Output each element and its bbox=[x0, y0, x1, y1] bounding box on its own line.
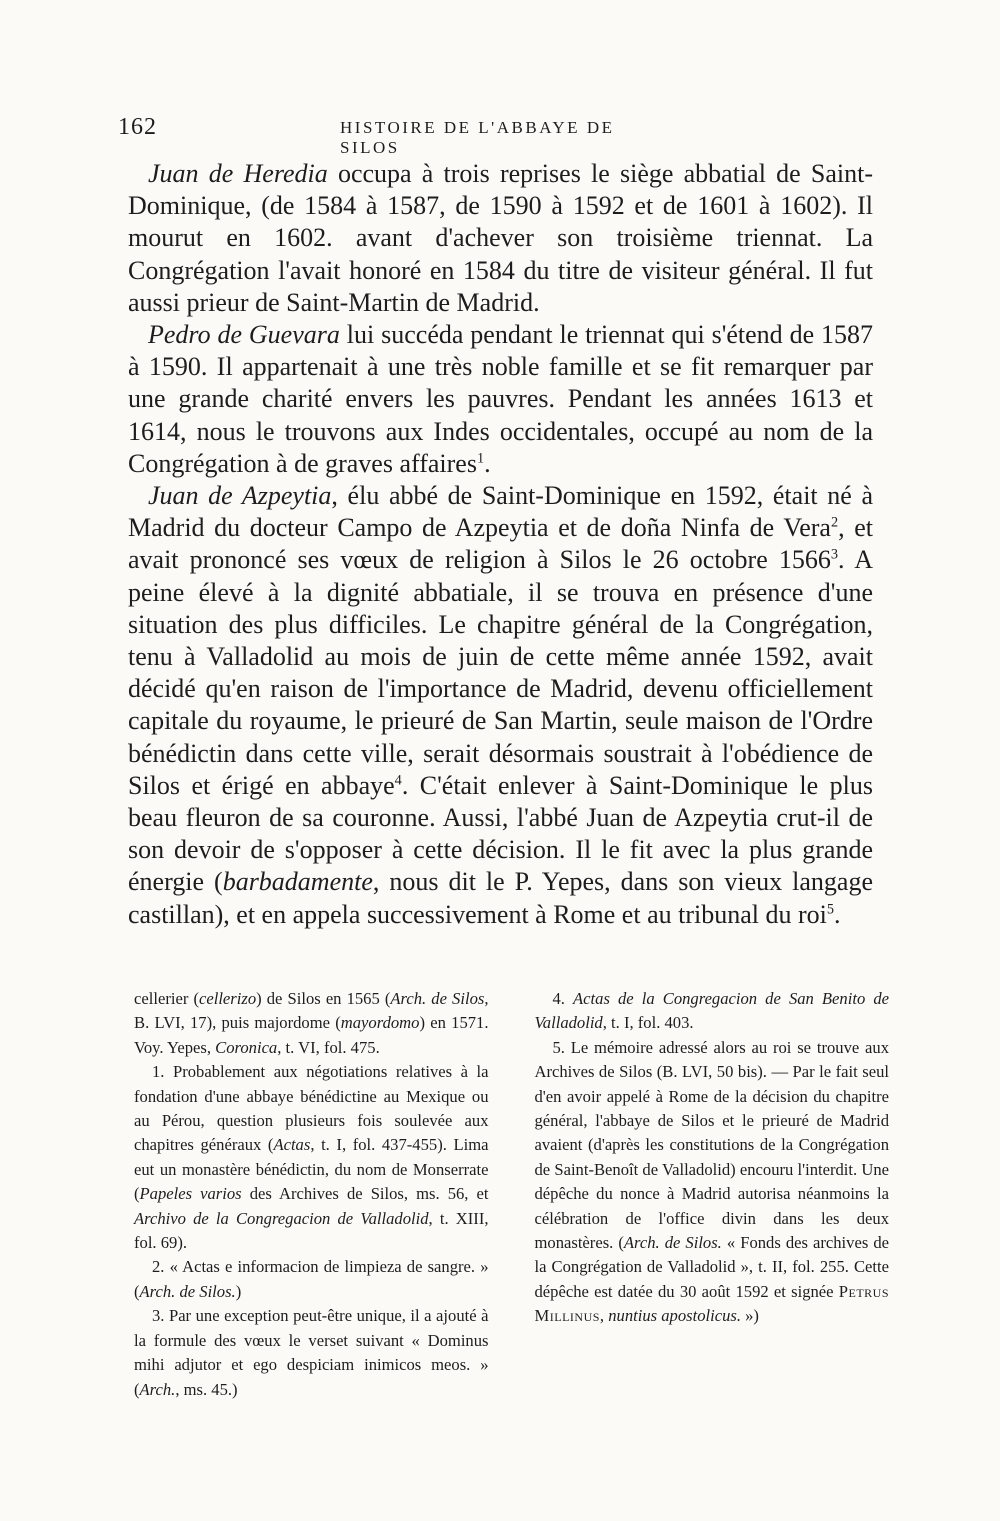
footnote-5: 5. Le mémoire adressé alors au roi se trouve aux Archives de Silos (B. LVI, 50 bis). — Par le fait seul d'en avoir appelé à Rome de la décision du chapitre général, l'abbaye de Silos et le prieuré de Madrid avaient (d'après les constitutions de la Congrégation de Saint-Benoît de Valladolid) encouru l'interdit. Une dépêche du nonce à Madrid autorisa néanmoins la célébration de l'office divin dans les deux monastères. (Arch. de Silos. « Fonds des archives de la Congrégation de Valladolid », t. II, fol. 255. Cette dépêche est datée du 30 août 1592 et signée Petrus Millinus, nuntius apostolicus. ») bbox=[534, 1037, 889, 1326]
footnote-4: 4. Actas de la Congregacion de San Benito de Valladolid, t. I, fol. 403. bbox=[534, 989, 889, 1033]
footnote-ref: 1 bbox=[476, 450, 485, 467]
person-name: Juan de Heredia bbox=[148, 159, 328, 188]
person-name: Pedro de Guevara bbox=[148, 320, 340, 350]
paragraph-guevara: Pedro de Guevara lui succéda pendant le triennat qui s'étend de 1587 à 1590. Il appartenait à une très noble famille et se fit remarquer par une grande charité envers les pauvres. Pendant les années 1613 et 1614, nous le trouvons aux Indes occidentales, occupé au nom de la Congrégation à de graves affaires$^1$. bbox=[128, 320, 874, 478]
page-header bbox=[118, 114, 678, 157]
paragraph-heredia: Juan de Heredia occupa à trois reprises le siège abbatial de Saint-Dominique, (de 1584 à 1587, de 1590 à 1592 et de 1601 à 1602). Il mourut en 1602. avant d'achever son troisième triennat. La Congrégation l'avait honoré en 1584 du titre de visiteur général. Il fut aussi prieur de Saint-Martin de Madrid. bbox=[128, 159, 873, 317]
footnote-1: 1. Probablement aux négotiations relatives à la fondation d'une abbaye bénédictine au Mexique ou au Pérou, question plusieurs fois soulevée aux chapitres généraux (Actas, t. I, fol. 437-455). Lima eut un monastère bénédictin, du nom de Monserrate (Papeles varios des Archives de Silos, ms. 56, et Archivo de la Congregacion de Valladolid, t. XIII, fol. 69). bbox=[134, 1062, 489, 1253]
paragraph-azpeytia: Juan de Azpeytia, élu abbé de Saint-Dominique en 1592, était né à Madrid du docteur Campo de Azpeytia et de doña Ninfa de Vera$^2$, et avait prononcé ses vœux de religion à Silos le 26 octobre 1566$^3$. A peine élevé à la dignité abbatiale, il se trouva en présence d'une situation des plus difficiles. Le chapitre général de la Congrégation, tenu à Valladolid au mois de juin de cette même année 1592, avait décidé qu'en raison de l'importance de Madrid, devenu officiellement capitale du royaume, le prieuré de San Martin, seule maison de l'Ordre bénédictin dans cette ville, serait désormais soustrait à l'obédience de Silos et érigé en abbaye$^4$. C'était enlever à Saint-Dominique le plus beau fleuron de sa couronne. Aussi, l'abbé Juan de Azpeytia crut-il de son devoir de s'opposer à cette décision. Il le fit avec la plus grande énergie (barbadamente, nous dit le P. Yepes, dans son vieux langage castillan), et en appela successivement à Rome et au tribunal du roi$^5$. bbox=[128, 481, 873, 929]
person-name: Juan de Azpeytia bbox=[148, 481, 332, 511]
footnote-ref: 5 bbox=[826, 901, 835, 918]
footnote-ref: 3 bbox=[830, 546, 839, 563]
footnote-ref: 2 bbox=[830, 514, 839, 531]
footnote-continuation: cellerier (cellerizo) de Silos en 1565 (Arch. de Silos, B. LVI, 17), puis majordome (mayordomo) en 1571. Voy. Yepes, Coronica, t. VI, fol. 475. bbox=[134, 989, 489, 1057]
footnote-ref: 4 bbox=[394, 772, 402, 789]
running-title: HISTOIRE DE L'ABBAYE DE SILOS bbox=[340, 118, 615, 157]
footnotes bbox=[134, 987, 889, 1407]
footnote-2: 2. « Actas e informacion de limpieza de sangre. » (Arch. de Silos.) bbox=[134, 1257, 489, 1301]
footnote-3: 3. Par une exception peut-être unique, il a ajouté à la formule des vœux le verset suivant « Dominus mihi adjutor et ego despiciam inimicos meos. » (Arch., ms. 45.) bbox=[134, 1306, 489, 1399]
main-text bbox=[128, 158, 873, 931]
page-number: 162 bbox=[118, 114, 157, 140]
